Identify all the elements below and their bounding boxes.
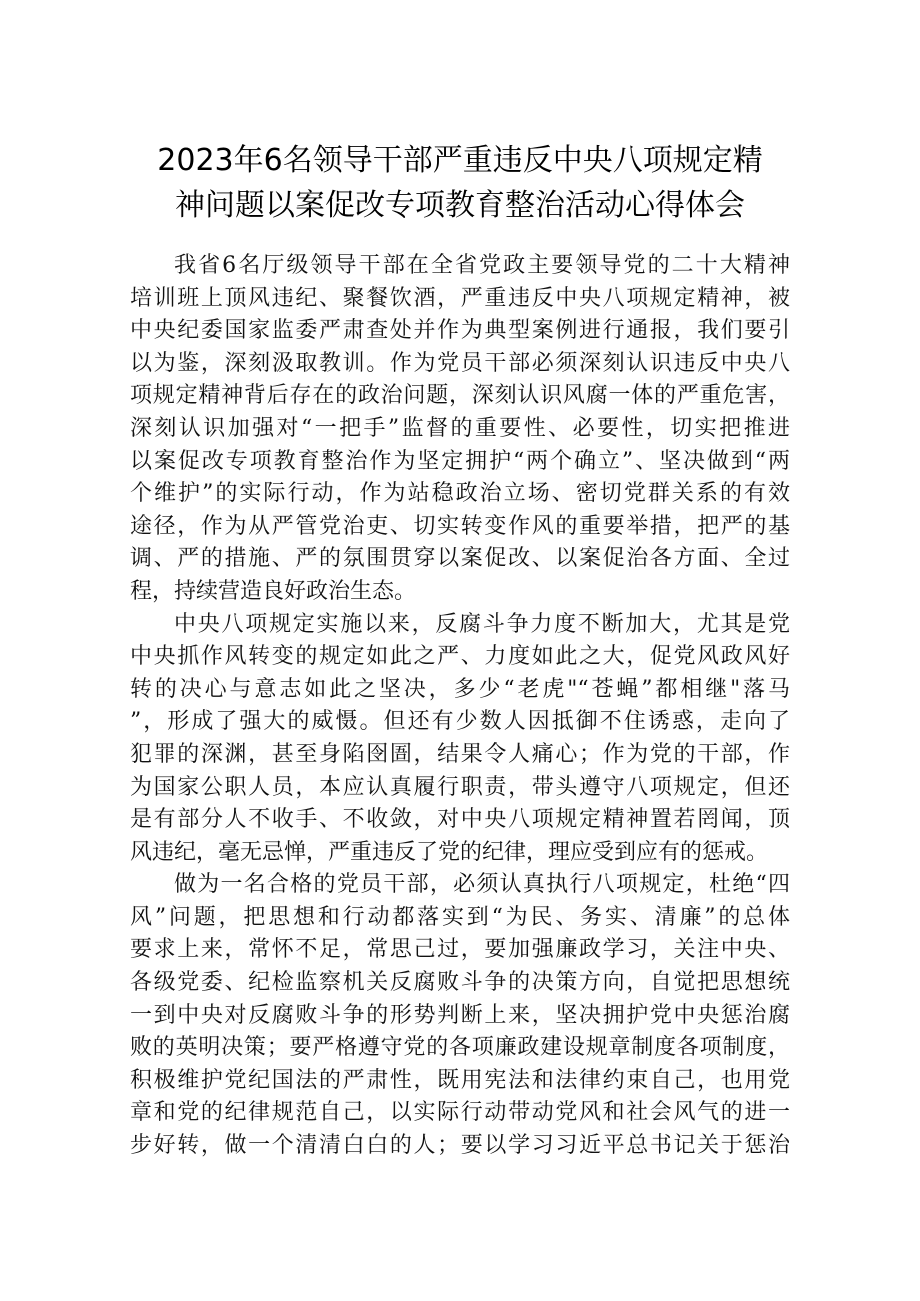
document-body [130,250,790,1163]
text-line: 各级党委、纪检监察机关反腐败斗争的决策方向，自觉把思想统 [130,970,790,996]
paragraph-2 [130,609,790,870]
text-line: 培训班上顶风违纪、聚餐饮酒，严重违反中央八项规定精神，被 [130,285,790,311]
text-line: 要求上来，常怀不足，常思己过，要加强廉政学习，关注中央、 [130,937,790,963]
paragraph-1 [130,250,790,609]
document-title [110,138,810,228]
text-line: 程，持续营造良好政治生态。 [130,578,417,604]
text-line: 以为鉴，深刻汲取教训。作为党员干部必须深刻认识违反中央八 [130,350,790,376]
text-line: 转的决心与意志如此之坚决，多少“老虎"“苍蝇”都相继"落马 [130,676,790,702]
text-line: ”，形成了强大的威慑。但还有少数人因抵御不住诱惑，走向了 [130,709,790,735]
text-line: 项规定精神背后存在的政治问题，深刻认识风腐一体的严重危害， [130,383,790,409]
text-line: 途径，作为从严管党治吏、切实转变作风的重要举措，把严的基 [130,513,790,539]
text-line: 败的英明决策；要严格遵守党的各项廉政建设规章制度各项制度， [130,1035,790,1061]
paragraph-3 [130,869,790,1162]
title-line-1: 2023年6名领导干部严重违反中央八项规定精 [157,143,763,178]
text-line: 中央纪委国家监委严肃查处并作为典型案例进行通报，我们要引 [130,318,790,344]
text-line: 犯罪的深渊，甚至身陷囹圄，结果令人痛心；作为党的干部，作 [130,741,790,767]
text-line: 章和党的纪律规范自己，以实际行动带动党风和社会风气的进一 [130,1100,790,1126]
text-line: 一到中央对反腐败斗争的形势判断上来，坚决拥护党中央惩治腐 [130,1002,790,1028]
text-line: 调、严的措施、严的氛围贯穿以案促改、以案促治各方面、全过 [130,546,790,572]
text-line: 积极维护党纪国法的严肃性，既用宪法和法律约束自己，也用党 [130,1067,790,1093]
text-line: 深刻认识加强对“一把手”监督的重要性、必要性，切实把推进 [130,415,790,441]
text-line: 为国家公职人员，本应认真履行职责，带头遵守八项规定，但还 [130,774,790,800]
text-line: 做为一名合格的党员干部，必须认真执行八项规定，杜绝“四 [174,872,790,898]
text-line: 我省6名厅级领导干部在全省党政主要领导党的二十大精神 [174,253,790,278]
text-line: 风”问题，把思想和行动都落实到“为民、务实、清廉”的总体 [130,904,790,930]
text-line: 中央八项规定实施以来，反腐斗争力度不断加大，尤其是党 [174,611,790,637]
title-line-2: 神问题以案促改专项教育整治活动心得体会 [175,188,745,223]
text-line: 个维护”的实际行动，作为站稳政治立场、密切党群关系的有效 [130,481,790,507]
text-line: 是有部分人不收手、不收敛，对中央八项规定精神置若罔闻，顶 [130,807,790,833]
text-line: 以案促改专项教育整治作为坚定拥护“两个确立”、坚决做到“两 [130,448,790,474]
text-line: 风违纪，毫无忌惮，严重违反了党的纪律，理应受到应有的惩戒。 [130,839,769,865]
text-line: 步好转，做一个清清白白的人；要以学习习近平总书记关于惩治 [130,1133,790,1159]
text-line: 中央抓作风转变的规定如此之严、力度如此之大，促党风政风好 [130,644,790,670]
